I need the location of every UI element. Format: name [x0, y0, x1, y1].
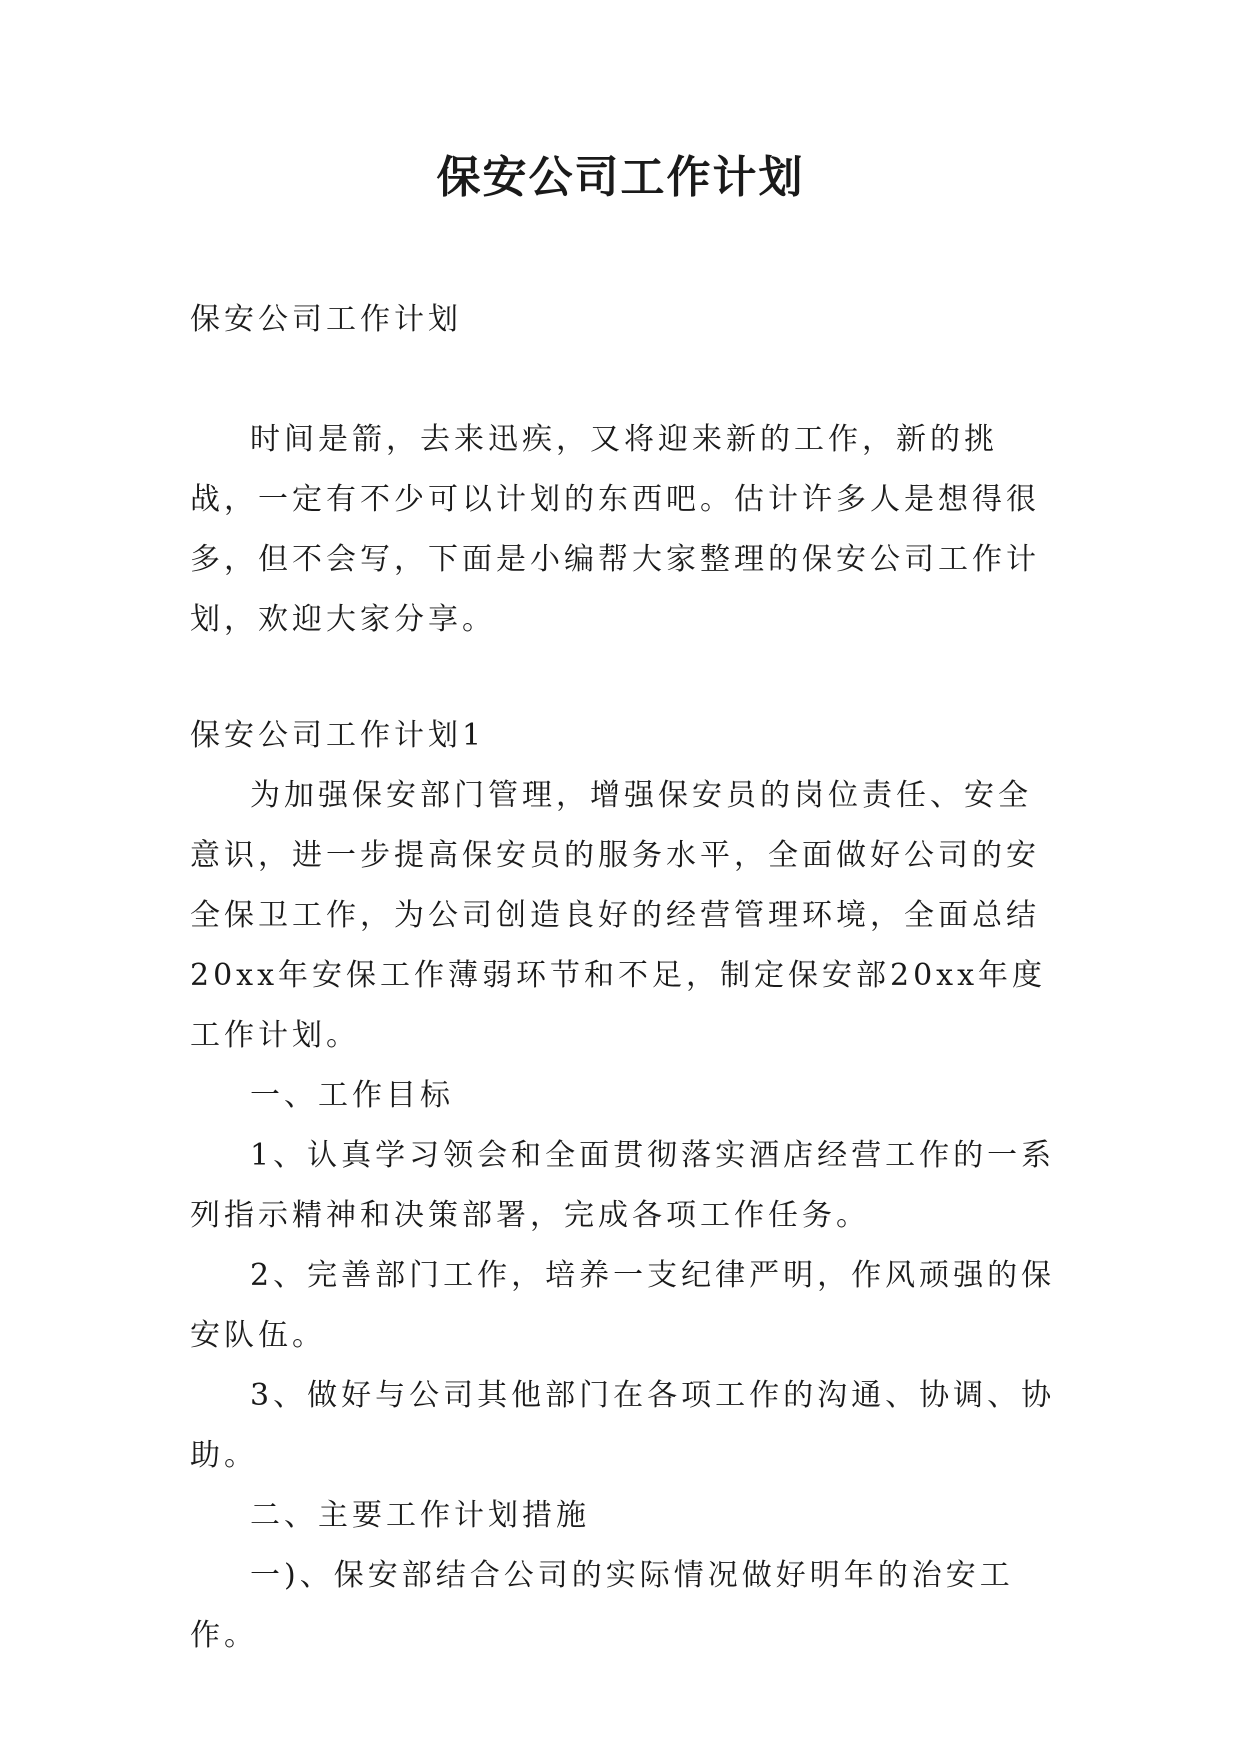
measures-heading: 二、主要工作计划措施	[250, 1498, 590, 1533]
document-body	[190, 290, 1060, 1666]
document-title: 保安公司工作计划	[436, 152, 805, 203]
document-subtitle: 保安公司工作计划	[190, 302, 462, 337]
goal-item-1: 1、认真学习领会和全面贯彻落实酒店经营工作的一系列指示精神和决策部署，完成各项工作任务。	[190, 1138, 1056, 1233]
goal-heading: 一、工作目标	[250, 1078, 454, 1113]
measure-item-1: 一)、保安部结合公司的实际情况做好明年的治安工作。	[190, 1558, 1014, 1653]
body-paragraph: 为加强保安部门管理，增强保安员的岗位责任、安全意识，进一步提高保安员的服务水平，全面做好公司的安全保卫工作，为公司创造良好的经营管理环境，全面总结20xx年安保工作薄弱环节和不足，制定保安部20xx年度工作计划。	[190, 778, 1047, 1053]
goal-item-2: 2、完善部门工作，培养一支纪律严明，作风顽强的保安队伍。	[190, 1258, 1056, 1353]
section-heading: 保安公司工作计划1	[190, 718, 486, 753]
goal-item-3: 3、做好与公司其他部门在各项工作的沟通、协调、协助。	[190, 1378, 1056, 1473]
intro-paragraph: 时间是箭，去来迅疾，又将迎来新的工作，新的挑战，一定有不少可以计划的东西吧。估计许多人是想得很多，但不会写，下面是小编帮大家整理的保安公司工作计划，欢迎大家分享。	[190, 422, 1040, 637]
